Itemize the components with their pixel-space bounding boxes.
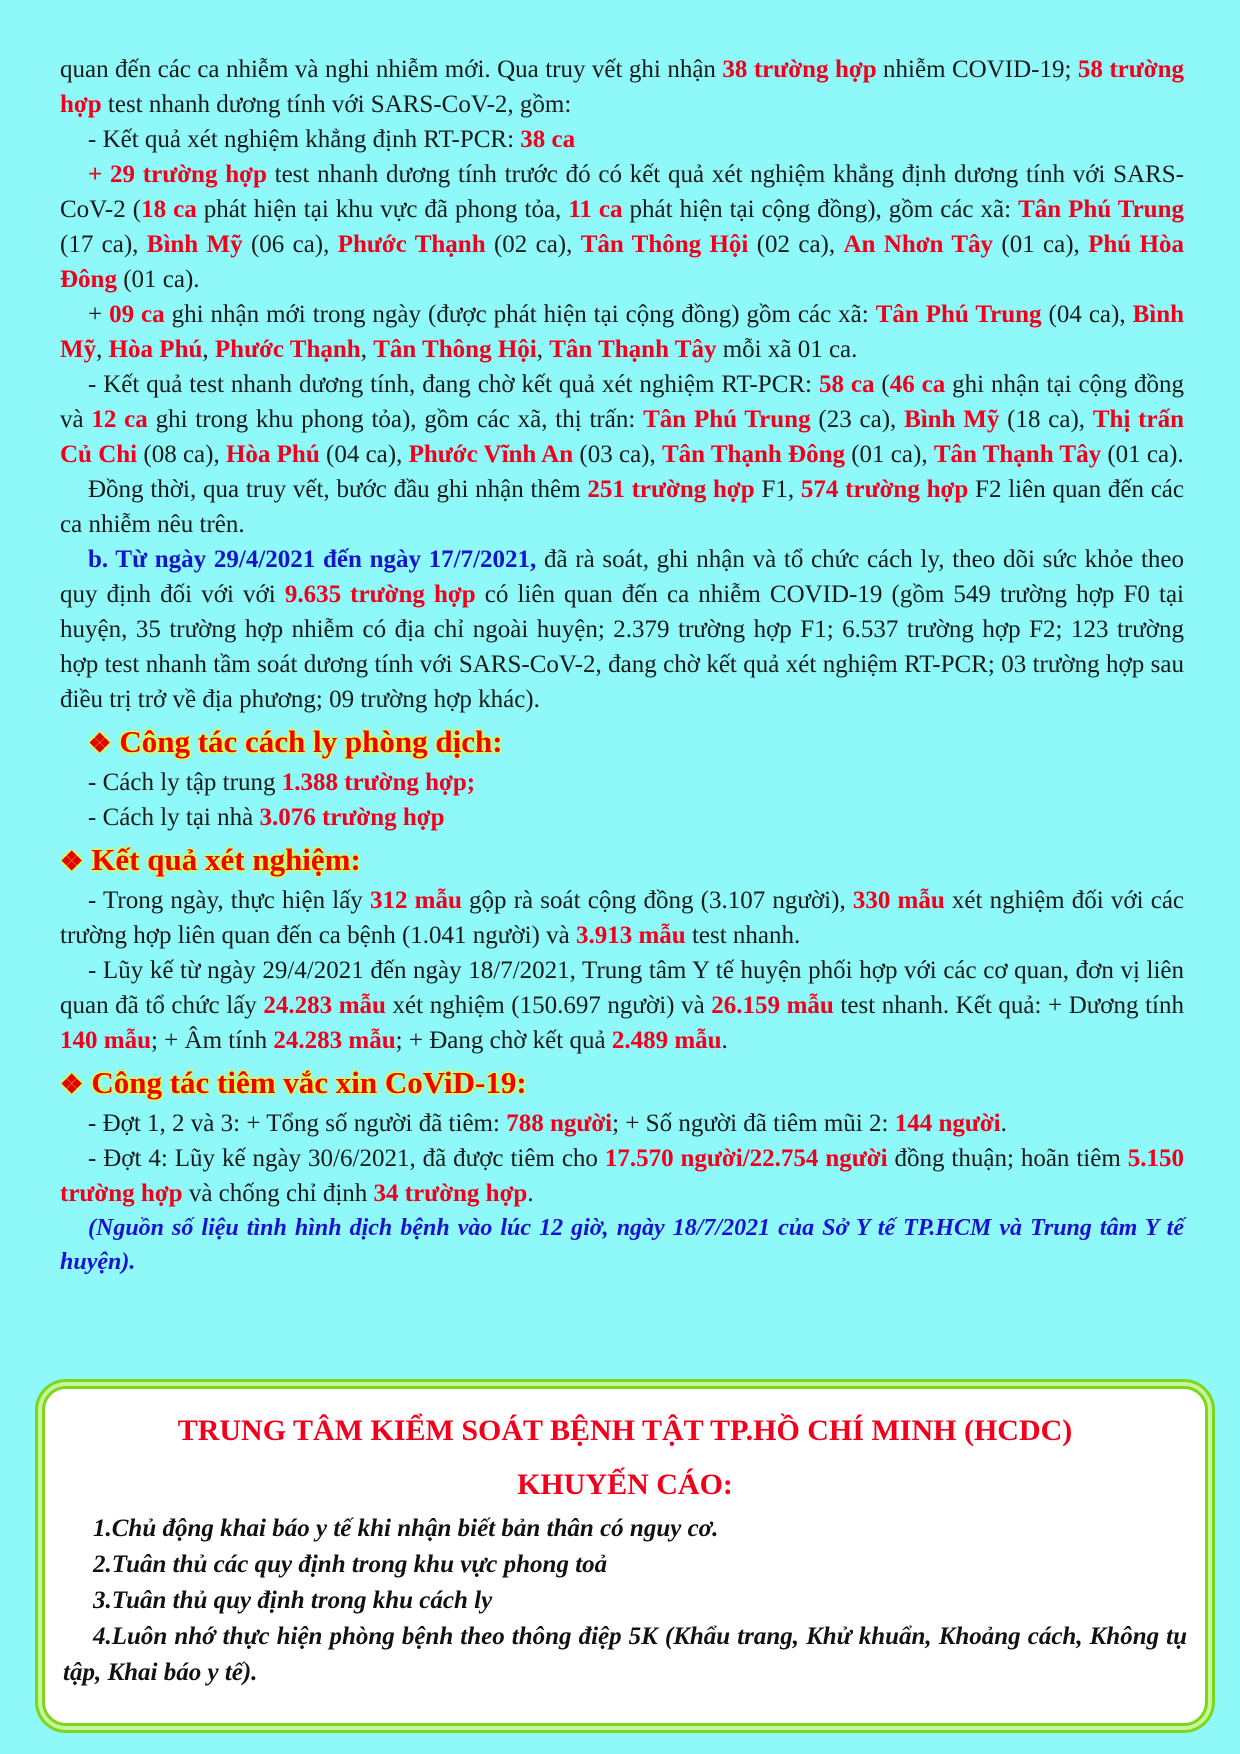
- paragraph-vaccine-round-4: - Đợt 4: Lũy kế ngày 30/6/2021, đã được tiêm cho 17.570 người/22.754 người đồng thuận; hoãn tiêm 5.150 trường hợp và chống chỉ định 34 trường hợp.: [60, 1145, 1184, 1207]
- paragraph-09-cases: + 09 ca ghi nhận mới trong ngày (được phát hiện tại cộng đồng) gồm các xã: Tân Phú Trung (04 ca), Bình Mỹ, Hòa Phú, Phước Thạnh, Tân Thông Hội, Tân Thạnh Tây mỗi xã 01 ca.: [60, 301, 1185, 363]
- paragraph-pending-rt-pcr: - Kết quả test nhanh dương tính, đang chờ kết quả xét nghiệm RT-PCR: 58 ca (46 ca ghi nhận tại cộng đồng và 12 ca ghi trong khu phong tỏa), gồm các xã, thị trấn: Tân Phú Trung (23 ca), Bình Mỹ (18 ca), Thị trấn Củ Chi (08 ca), Hòa Phú (04 ca), Phước Vĩnh An (03 ca), Tân Thạnh Đông (01 ca), Tân Thạnh Tây (01 ca).: [60, 371, 1184, 468]
- paragraph-vaccine-rounds-1-3: - Đợt 1, 2 và 3: + Tổng số người đã tiêm: 788 người; + Số người đã tiêm mũi 2: 144 người.: [88, 1110, 1007, 1137]
- list-item: - Cách ly tại nhà 3.076 trường hợp: [88, 804, 445, 831]
- list-item: - Cách ly tập trung 1.388 trường hợp;: [88, 769, 476, 796]
- diamond-bullet-icon: ❖: [60, 847, 84, 876]
- diamond-bullet-icon: ❖: [88, 729, 112, 758]
- paragraph-cumulative: b. Từ ngày 29/4/2021 đến ngày 17/7/2021, đã rà soát, ghi nhận và tổ chức cách ly, theo dõi sức khỏe theo quy định đối với với 9.635 trường hợp có liên quan đến ca nhiễm COVID-19 (gồm 549 trường hợp F0 tại huyện, 35 trường hợp nhiễm có địa chỉ ngoài huyện; 2.379 trường hợp F1; 6.537 trường hợp F2; 123 trường hợp test nhanh tầm soát dương tính với SARS-CoV-2, đang chờ kết quả xét nghiệm RT-PCR; 03 trường hợp sau điều trị trở về địa phương; 09 trường hợp khác).: [60, 546, 1184, 713]
- section-heading-test-results: ❖ Kết quả xét nghiệm:: [60, 842, 361, 877]
- box-title: TRUNG TÂM KIỂM SOÁT BỆNH TẬT TP.HỒ CHÍ MINH (HCDC): [177, 1414, 1073, 1447]
- recommendation-box: [42, 1386, 1208, 1726]
- report-body: [60, 52, 1184, 1279]
- section-heading-vaccination: ❖ Công tác tiêm vắc xin CoViD-19:: [60, 1065, 527, 1100]
- recommendation-item: 3.Tuân thủ quy định trong khu cách ly: [93, 1587, 493, 1614]
- paragraph-29-cases: + 29 trường hợp test nhanh dương tính trước đó có kết quả xét nghiệm khẳng định dương tính với SARS-CoV-2 (18 ca phát hiện tại khu vực đã phong tỏa, 11 ca phát hiện tại cộng đồng), gồm các xã: Tân Phú Trung (17 ca), Bình Mỹ (06 ca), Phước Thạnh (02 ca), Tân Thông Hội (02 ca), An Nhơn Tây (01 ca), Phú Hòa Đông (01 ca).: [60, 161, 1184, 293]
- paragraph-rt-pcr: - Kết quả xét nghiệm khẳng định RT-PCR: 38 ca: [88, 126, 576, 153]
- recommendation-item: 4.Luôn nhớ thực hiện phòng bệnh theo thông điệp 5K (Khẩu trang, Khử khuẩn, Khoảng cách, Không tụ tập, Khai báo y tế).: [63, 1623, 1187, 1686]
- paragraph-cumulative-tests: - Lũy kế từ ngày 29/4/2021 đến ngày 18/7/2021, Trung tâm Y tế huyện phối hợp với các cơ quan, đơn vị liên quan đã tổ chức lấy 24.283 mẫu xét nghiệm (150.697 người) và 26.159 mẫu test nhanh. Kết quả: + Dương tính 140 mẫu; + Âm tính 24.283 mẫu; + Đang chờ kết quả 2.489 mẫu.: [60, 957, 1184, 1054]
- paragraph-contact-tracing: Đồng thời, qua truy vết, bước đầu ghi nhận thêm 251 trường hợp F1, 574 trường hợp F2 liên quan đến các ca nhiễm nêu trên.: [60, 476, 1185, 538]
- diamond-bullet-icon: ❖: [60, 1070, 84, 1099]
- box-subtitle: KHUYẾN CÁO:: [517, 1468, 733, 1501]
- recommendation-item: 2.Tuân thủ các quy định trong khu vực phong toả: [93, 1551, 608, 1578]
- section-heading-quarantine: ❖ Công tác cách ly phòng dịch:: [88, 724, 503, 759]
- data-source-note: (Nguồn số liệu tình hình dịch bệnh vào lúc 12 giờ, ngày 18/7/2021 của Sở Y tế TP.HCM và Trung tâm Y tế huyện).: [60, 1215, 1184, 1275]
- paragraph-new-cases: quan đến các ca nhiễm và nghi nhiễm mới. Qua truy vết ghi nhận 38 trường hợp nhiễm COVID-19; 58 trường hợp test nhanh dương tính với SARS-CoV-2, gồm:: [60, 56, 1185, 118]
- paragraph-daily-tests: - Trong ngày, thực hiện lấy 312 mẫu gộp rà soát cộng đồng (3.107 người), 330 mẫu xét nghiệm đối với các trường hợp liên quan đến ca bệnh (1.041 người) và 3.913 mẫu test nhanh.: [60, 887, 1185, 949]
- recommendation-item: 1.Chủ động khai báo y tế khi nhận biết bản thân có nguy cơ.: [93, 1515, 719, 1542]
